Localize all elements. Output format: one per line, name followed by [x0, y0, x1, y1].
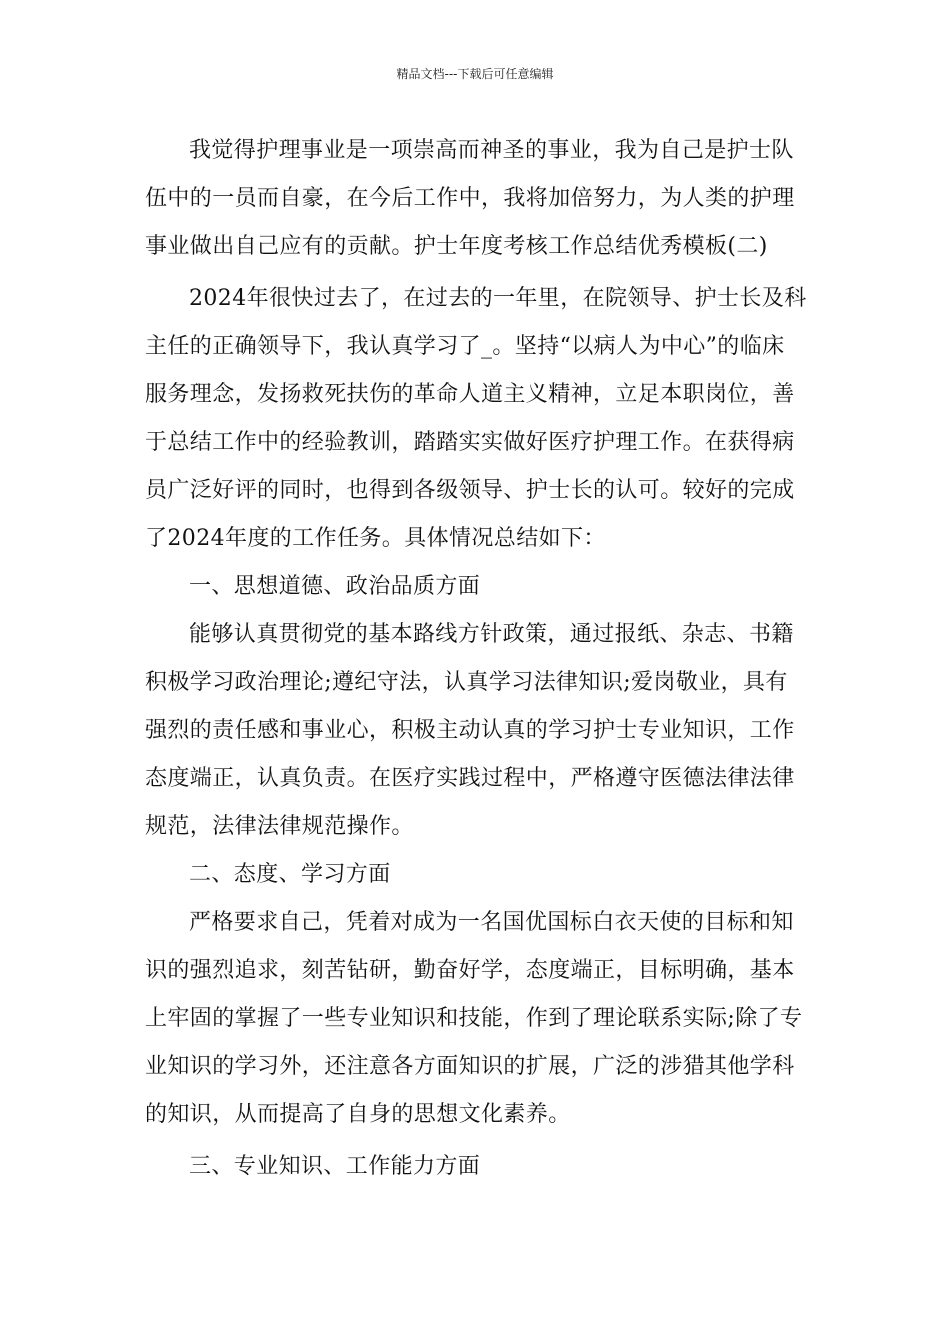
section-heading-1: 一、思想道德、政治品质方面 [189, 574, 481, 599]
text-line: 主任的正确领导下，我认真学习了_。坚持“以病人为中心”的临床 [145, 334, 785, 359]
text-line: 识的强烈追求，刻苦钻研，勤奋好学，态度端正，目标明确，基本 [145, 958, 795, 983]
paragraph-3 [145, 611, 805, 851]
paragraph-1 [145, 127, 805, 271]
text-line: 伍中的一员而自豪，在今后工作中，我将加倍努力，为人类的护理 [145, 186, 795, 211]
text-line: 2024年很快过去了，在过去的一年里，在院领导、护士长及科 [189, 286, 807, 311]
text-line: 能够认真贯彻党的基本路线方针政策，通过报纸、杂志、书籍 [189, 622, 794, 647]
text-line: 事业做出自己应有的贡献。护士年度考核工作总结优秀模板(二) [145, 234, 768, 259]
text-line: 的知识，从而提高了自身的思想文化素养。 [145, 1102, 571, 1127]
text-line: 态度端正，认真负责。在医疗实践过程中，严格遵守医德法律法律 [145, 766, 795, 791]
text-line: 了2024年度的工作任务。具体情况总结如下： [145, 526, 606, 551]
text-line: 规范，法律法律规范操作。 [145, 814, 414, 839]
section-heading-2: 二、态度、学习方面 [189, 862, 391, 887]
text-line: 上牢固的掌握了一些专业知识和技能，作到了理论联系实际;除了专 [145, 1006, 803, 1031]
text-line: 于总结工作中的经验教训，踏踏实实做好医疗护理工作。在获得病 [145, 430, 795, 455]
paragraph-2 [145, 275, 805, 563]
text-line: 我觉得护理事业是一项崇高而神圣的事业，我为自己是护士队 [189, 138, 794, 163]
text-line: 积极学习政治理论;遵纪守法，认真学习法律知识;爱岗敬业，具有 [145, 670, 788, 695]
page-header: 精品文档---下载后可任意编辑 [396, 67, 554, 81]
text-line: 服务理念，发扬救死扶伤的革命人道主义精神，立足本职岗位，善 [145, 382, 795, 407]
section-heading-3: 三、专业知识、工作能力方面 [189, 1154, 481, 1179]
paragraph-4 [145, 899, 805, 1139]
text-line: 业知识的学习外，还注意各方面知识的扩展，广泛的涉猎其他学科 [145, 1054, 795, 1079]
text-line: 强烈的责任感和事业心，积极主动认真的学习护士专业知识，工作 [145, 718, 795, 743]
document-body [145, 127, 805, 1191]
text-line: 严格要求自己，凭着对成为一名国优国标白衣天使的目标和知 [189, 910, 794, 935]
text-line: 员广泛好评的同时，也得到各级领导、护士长的认可。较好的完成 [145, 478, 795, 503]
